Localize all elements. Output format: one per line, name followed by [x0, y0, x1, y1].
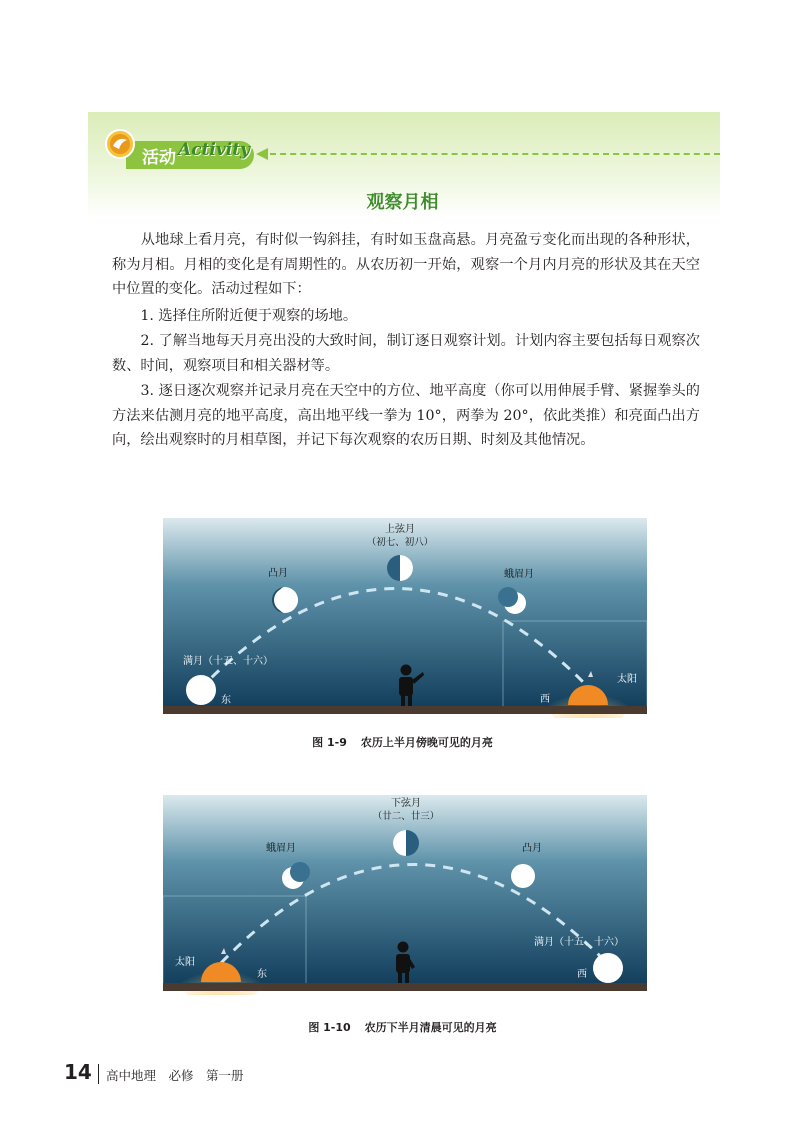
label-crescent: 蛾眉月 — [504, 569, 534, 580]
paragraph-step-1: 1. 选择住所附近便于观察的场地。 — [112, 308, 358, 324]
activity-label-en: Activity — [178, 140, 250, 160]
paragraph-step-3: 3. 逐日逐次观察并记录月亮在天空中的方位、地平高度（你可以用伸展手臂、紧握拳头的方法来估测月亮的地平高度，高出地平线一拳为 10°，两拳为 20°，依此类推）和亮面凸出方向，绘出观察时的月相草图，并记下每次观察的农历日期、时刻及其他情况。 — [112, 383, 700, 449]
full-moon — [186, 675, 216, 705]
book-title: 高中地理 必修 第一册 — [106, 1068, 244, 1083]
figure-1-9 — [163, 518, 647, 718]
first-quarter-moon — [387, 555, 413, 581]
paragraph-step-2: 2. 了解当地每天月亮出没的大致时间，制订逐日观察计划。计划内容主要包括每日观察次数、时间，观察项目和相关器材等。 — [112, 333, 700, 374]
figure-1-10 — [163, 795, 647, 995]
ground — [163, 983, 647, 991]
label-east: 东 — [257, 969, 267, 980]
label-gibbous: 凸月 — [522, 843, 542, 854]
label-full: 满月（十五、十六） — [183, 656, 273, 667]
gibbous-moon — [511, 864, 535, 888]
activity-label: 活动 — [142, 148, 176, 168]
page-number: 14 — [64, 1060, 92, 1084]
figure-1-10-caption-text: 农历下半月清晨可见的月亮 — [364, 1021, 497, 1034]
label-sun: 太阳 — [617, 674, 637, 685]
activity-logo-icon — [104, 128, 136, 160]
figure-1-9-caption — [0, 734, 805, 750]
label-west: 西 — [540, 694, 550, 705]
activity-arrow-icon — [256, 148, 268, 160]
label-top: 下弦月 — [391, 798, 421, 809]
activity-divider — [270, 153, 720, 155]
figure-1-10-illustration — [163, 795, 647, 995]
label-east: 东 — [221, 695, 231, 706]
activity-title: 观察月相 — [366, 192, 439, 213]
figure-1-9-illustration — [163, 518, 647, 718]
figure-1-10-caption — [0, 1019, 805, 1035]
label-top-sub: （初七、初八） — [366, 537, 434, 548]
label-top: 上弦月 — [385, 524, 415, 535]
paragraph-intro: 从地球上看月亮，有时似一钩斜挂，有时如玉盘高悬。月亮盈亏变化而出现的各种形状，称为月相。月相的变化是有周期性的。从农历初一开始，观察一个月内月亮的形状及其在天空中位置的变化。活动过程如下： — [112, 232, 700, 298]
label-full: 满月（十五、十六） — [534, 937, 624, 948]
label-west: 西 — [577, 969, 587, 980]
figure-1-10-caption-number: 图 1-10 — [308, 1021, 351, 1034]
label-crescent: 蛾眉月 — [266, 843, 296, 854]
label-top-sub: （廿二、廿三） — [372, 811, 440, 822]
last-quarter-moon — [393, 830, 419, 856]
label-sun: 太阳 — [175, 957, 195, 968]
ground — [163, 706, 647, 714]
figure-1-9-caption-number: 图 1-9 — [312, 736, 347, 749]
footer-divider — [98, 1064, 99, 1084]
figure-1-9-caption-text: 农历上半月傍晚可见的月亮 — [360, 736, 493, 749]
label-gibbous: 凸月 — [268, 568, 288, 579]
gibbous-moon — [272, 587, 298, 613]
full-moon — [593, 953, 623, 983]
